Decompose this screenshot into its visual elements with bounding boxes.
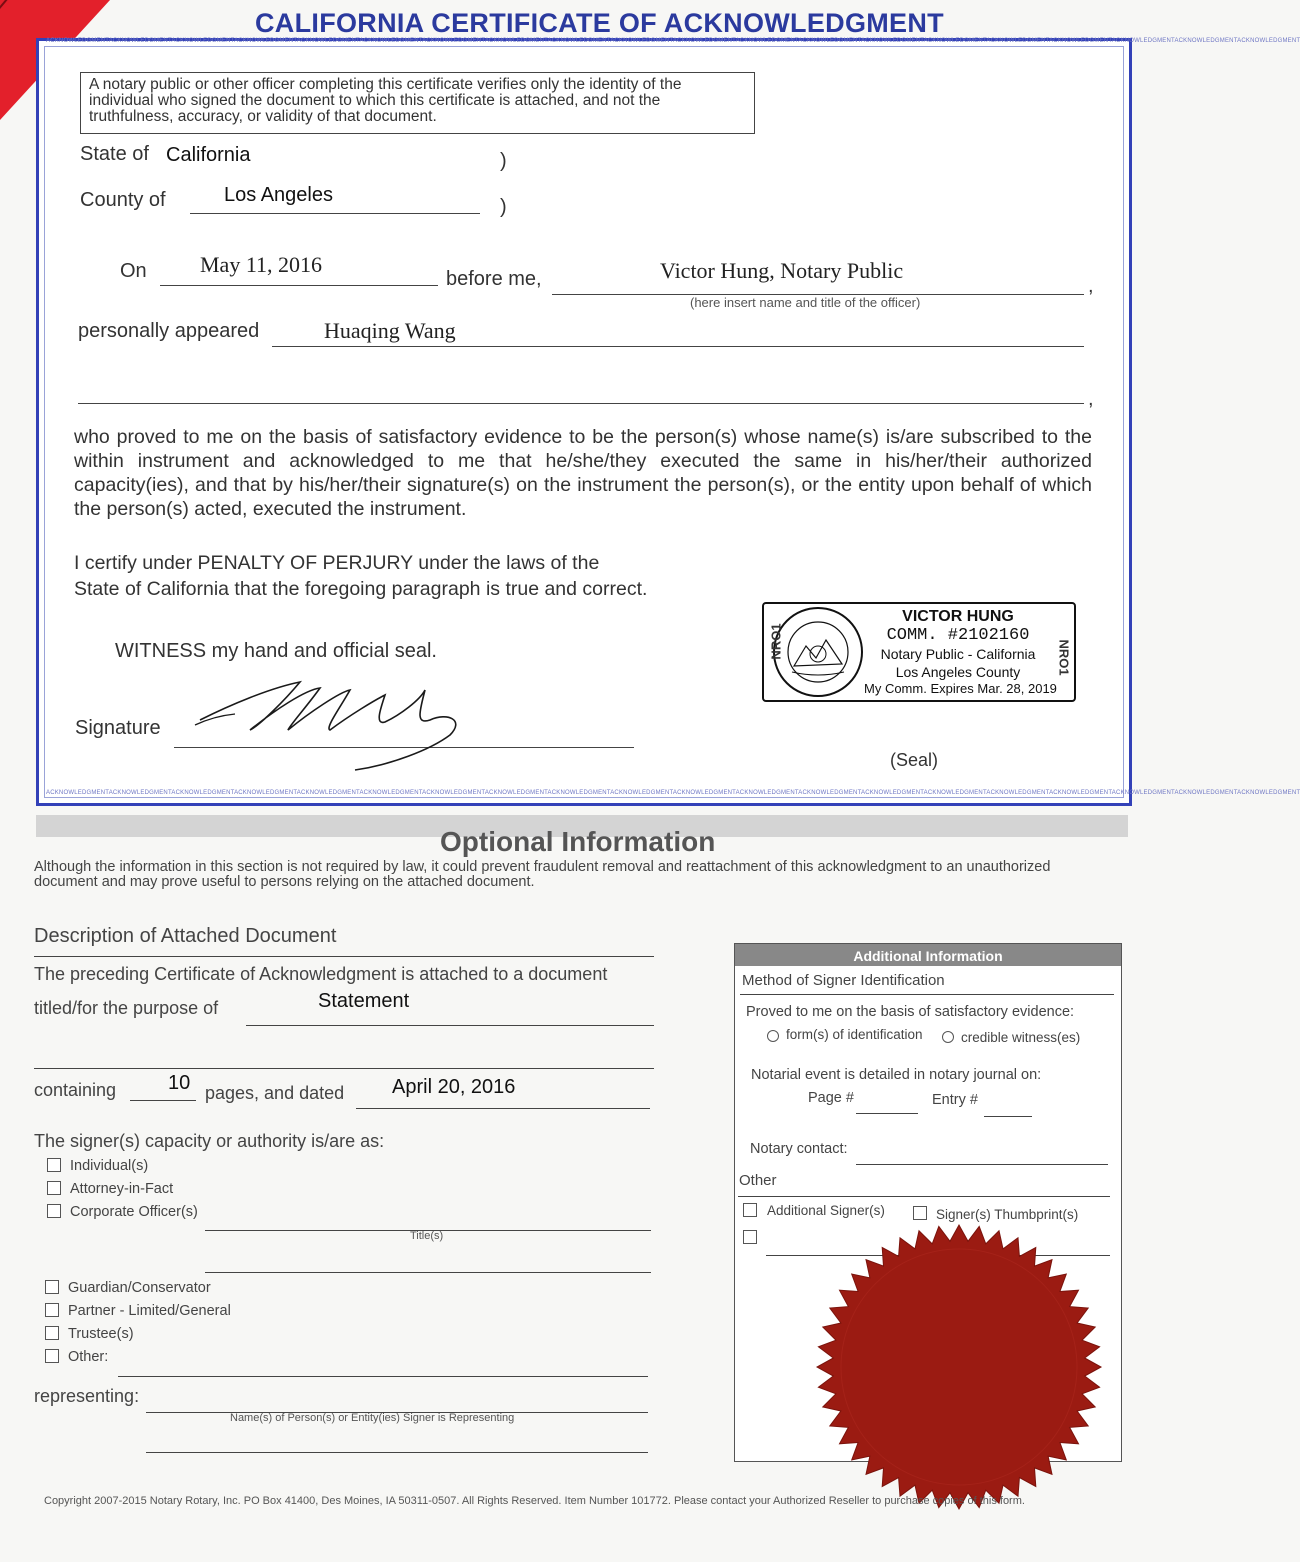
county-value[interactable]: Los Angeles [224,184,333,206]
witness-text: WITNESS my hand and official seal. [115,640,437,662]
additional-signers-label: Additional Signer(s) [767,1203,885,1218]
checkbox-thumbprint[interactable] [913,1206,927,1220]
checkbox-other[interactable] [45,1349,59,1363]
titled-label: titled/for the purpose of [34,998,219,1018]
copyright-footer: Copyright 2007-2015 Notary Rotary, Inc. PO Box 41400, Des Moines, IA 50311-0507. All Rights Reserved. Item Number 101772. Please contact your Authorized Reseller to purchase copies of this form. [44,1495,1025,1507]
dated-value[interactable]: April 20, 2016 [392,1076,516,1098]
attached-doc-title: Description of Attached Document [34,925,337,947]
thumbprint-label: Signer(s) Thumbprint(s) [936,1207,1079,1222]
additional-info-header: Additional Information [735,944,1121,966]
contact-line [856,1164,1108,1165]
proved-text: Proved to me on the basis of satisfactory evidence: [746,1004,1075,1020]
entry-line [984,1116,1032,1117]
stamp-code-right: NRO1 [1056,639,1072,676]
stamp-title: Notary Public - California [880,646,1036,662]
checkbox-individual[interactable] [47,1158,61,1172]
on-label: On [120,260,147,282]
disclaimer-box: A notary public or other officer completing this certificate verifies only the identity of the individual who signed the document to which this certificate is attached, and not the truthfulness, accuracy, or validity of that document. [80,72,755,134]
method-title: Method of Signer Identification [742,972,945,989]
pages-value[interactable]: 10 [168,1072,191,1094]
witness-label: credible witness(es) [961,1030,1081,1045]
journal-text: Notarial event is detailed in notary journal on: [751,1067,1042,1083]
optional-title: Optional Information [440,826,716,857]
document-title: CALIFORNIA CERTIFICATE OF ACKNOWLEDGMENT [255,8,944,38]
titled-line [246,1025,654,1026]
signature-label: Signature [75,717,161,739]
capacity-partner: Partner - Limited/General [68,1303,231,1319]
other-rule [738,1196,1110,1197]
capacity-label: The signer(s) capacity or authority is/are as: [34,1131,385,1151]
preceding-text: The preceding Certificate of Acknowledgment is attached to a document [34,964,608,984]
representing-label: representing: [34,1386,140,1406]
radio-witness[interactable] [942,1031,954,1043]
page-label: Page # [808,1090,854,1106]
pages-line [130,1100,196,1101]
capacity-guardian: Guardian/Conservator [68,1280,211,1296]
titled-line-2 [34,1068,654,1069]
state-paren: ) [500,150,507,172]
checkbox-partner[interactable] [45,1303,59,1317]
appeared-comma: , [1088,388,1094,410]
perjury-line-2: State of California that the foregoing paragraph is true and correct. [74,578,648,600]
state-label: State of [80,143,149,165]
containing-label: containing [34,1080,117,1100]
before-me-label: before me, [446,268,542,290]
officer-comma: , [1088,275,1094,297]
county-label: County of [80,189,166,211]
checkbox-attorney[interactable] [47,1181,61,1195]
title-line-2 [205,1272,651,1273]
checkbox-trustee[interactable] [45,1326,59,1340]
appeared-line-2 [78,403,1084,404]
other-line [118,1376,648,1377]
acknowledgment-date[interactable]: May 11, 2016 [200,252,323,277]
page-line [856,1113,918,1114]
appeared-line [272,346,1084,347]
perjury-statement [74,550,647,602]
entry-label: Entry # [932,1092,978,1108]
capacity-trustee: Trustee(s) [68,1326,134,1342]
acknowledgment-paragraph: who proved to me on the basis of satisfactory evidence to be the person(s) whose name(s) is/are subscribed to the within instrument and acknowledged to me that he/she/they executed the same in his/her/their authorized capacity(ies), and that by his/her/their signature(s) on the instrument the person(s), or the entity upon behalf of which the person(s) acted, executed the instrument. [74,426,1092,520]
notary-stamp [762,602,1076,702]
date-line [160,285,438,286]
capacity-other: Other: [68,1349,109,1365]
seal-label: (Seal) [890,750,939,770]
optional-description: Although the information in this section is not required by law, it could prevent fraudulent removal and reattachment of this acknowledgment to an unauthorized document and may prove useful to persons relying on the attached document. [34,859,1051,890]
radio-forms[interactable] [767,1030,779,1042]
representing-line-2 [146,1452,648,1453]
stamp-commission: COMM. #2102160 [886,626,1030,645]
perjury-line-1: I certify under PENALTY OF PERJURY under the laws of the [74,552,600,574]
attached-doc-rule [34,956,654,957]
appeared-name[interactable]: Huaqing Wang [324,318,456,343]
handwritten-signature [190,670,480,775]
stamp-expires: My Comm. Expires Mar. 28, 2019 [864,681,1057,696]
dated-line [356,1108,650,1109]
county-line [190,213,480,214]
other-title: Other [739,1172,777,1189]
checkbox-other-extra[interactable] [743,1230,757,1244]
capacity-attorney: Attorney-in-Fact [70,1181,174,1197]
appeared-label: personally appeared [78,320,260,342]
stamp-name: VICTOR HUNG [902,608,1014,625]
checkbox-guardian[interactable] [45,1280,59,1294]
stamp-county: Los Angeles County [895,664,1021,680]
state-seal-icon [772,606,864,698]
red-foil-seal [814,1222,1104,1512]
capacity-individual: Individual(s) [70,1158,149,1174]
method-rule [740,994,1114,995]
state-value[interactable]: California [166,144,251,166]
checkbox-corporate-officer[interactable] [47,1204,61,1218]
title-hint: Title(s) [410,1230,444,1242]
stamp-code-left: NRO1 [768,623,784,660]
forms-label: form(s) of identification [786,1027,923,1042]
micro-border-top: ACKNOWLEDGMENTACKNOWLEDGMENTACKNOWLEDGMENTACKNOWLEDGMENTACKNOWLEDGMENTACKNOWLEDGMENTACKNOWLEDGMENTACKNOWLEDGMENTACKNOWLEDGMENTACKNOWLEDGMENTACKNOWLEDGMENTACKNOWLEDGMENTACKNOWLEDGMENTACKNOWLEDGMENTACKNOWLEDGMENTACKNOWLEDGMENTACKNOWLEDGMENTACKNOWLEDGMENTACKNOWLEDGMENTACKNOWLEDGMENT [46,38,1300,44]
county-paren: ) [500,196,507,218]
contact-label: Notary contact: [750,1141,848,1157]
checkbox-additional-signers[interactable] [743,1203,757,1217]
titled-value[interactable]: Statement [318,990,410,1012]
officer-hint: (here insert name and title of the officer) [690,295,921,310]
officer-name[interactable]: Victor Hung, Notary Public [660,258,904,283]
capacity-corporate-officer: Corporate Officer(s) [70,1204,198,1220]
representing-hint: Name(s) of Person(s) or Entity(ies) Signer is Representing [230,1412,515,1424]
micro-border-bottom: ACKNOWLEDGMENTACKNOWLEDGMENTACKNOWLEDGMENTACKNOWLEDGMENTACKNOWLEDGMENTACKNOWLEDGMENTACKNOWLEDGMENTACKNOWLEDGMENTACKNOWLEDGMENTACKNOWLEDGMENTACKNOWLEDGMENTACKNOWLEDGMENTACKNOWLEDGMENTACKNOWLEDGMENTACKNOWLEDGMENTACKNOWLEDGMENTACKNOWLEDGMENTACKNOWLEDGMENTACKNOWLEDGMENTACKNOWLEDGMENT [46,790,1300,796]
pages-label: pages, and dated [205,1083,345,1103]
